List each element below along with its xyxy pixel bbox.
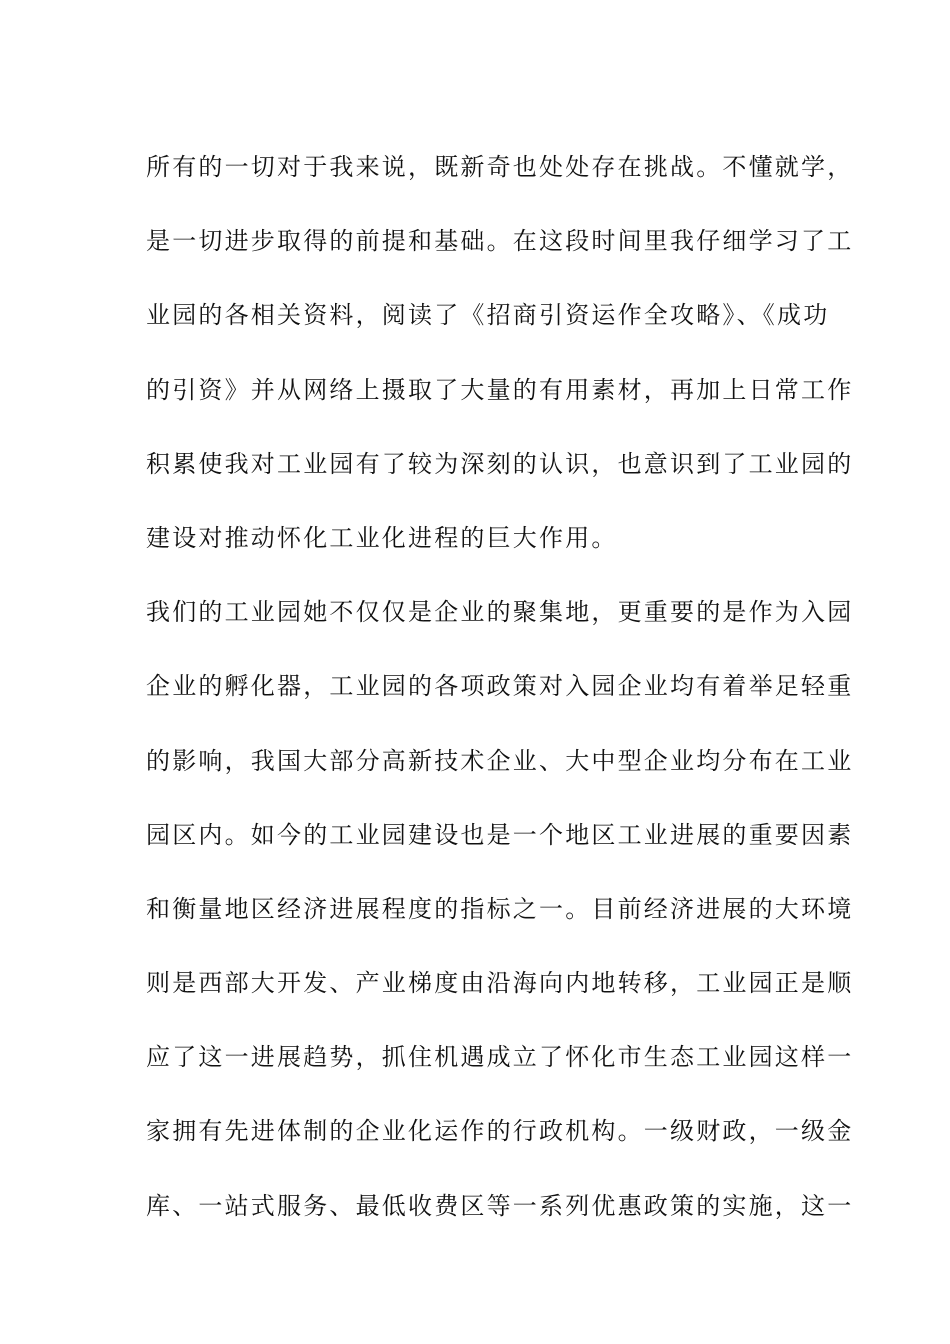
paragraph-2-line-8: 家拥有先进体制的企业化运作的行政机构。一级财政，一级金 xyxy=(146,1117,854,1146)
paragraph-1-line-2: 是一切进步取得的前提和基础。在这段时间里我仔细学习了工 xyxy=(146,227,854,256)
paragraph-2-line-5: 和衡量地区经济进展程度的指标之一。目前经济进展的大环境 xyxy=(146,894,854,923)
paragraph-2-line-1: 我们的工业园她不仅仅是企业的聚集地，更重要的是作为入园 xyxy=(146,598,854,627)
paragraph-2-line-7: 应了这一进展趋势，抓住机遇成立了怀化市生态工业园这样一 xyxy=(146,1043,854,1072)
paragraph-2-line-9: 库、一站式服务、最低收费区等一系列优惠政策的实施，这一 xyxy=(146,1191,854,1220)
paragraph-2-line-3: 的影响，我国大部分高新技术企业、大中型企业均分布在工业 xyxy=(146,746,854,775)
paragraph-1-line-3: 业园的各相关资料，阅读了《招商引资运作全攻略》、《成功 xyxy=(146,301,830,330)
paragraph-1-line-1: 所有的一切对于我来说，既新奇也处处存在挑战。不懂就学， xyxy=(146,153,854,181)
paragraph-1-line-6: 建设对推动怀化工业化进程的巨大作用。 xyxy=(146,523,618,552)
paragraph-1-line-5: 积累使我对工业园有了较为深刻的认识，也意识到了工业园的 xyxy=(146,449,854,478)
paragraph-2-line-4: 园区内。如今的工业园建设也是一个地区工业进展的重要因素 xyxy=(146,820,854,849)
paragraph-2-line-6: 则是西部大开发、产业梯度由沿海向内地转移，工业园正是顺 xyxy=(146,969,854,998)
body-text xyxy=(146,130,854,1243)
paragraph-2-line-2: 企业的孵化器，工业园的各项政策对入园企业均有着举足轻重 xyxy=(146,672,854,701)
paragraph-1-line-4: 的引资》并从网络上摄取了大量的有用素材，再加上日常工作 xyxy=(146,375,854,404)
